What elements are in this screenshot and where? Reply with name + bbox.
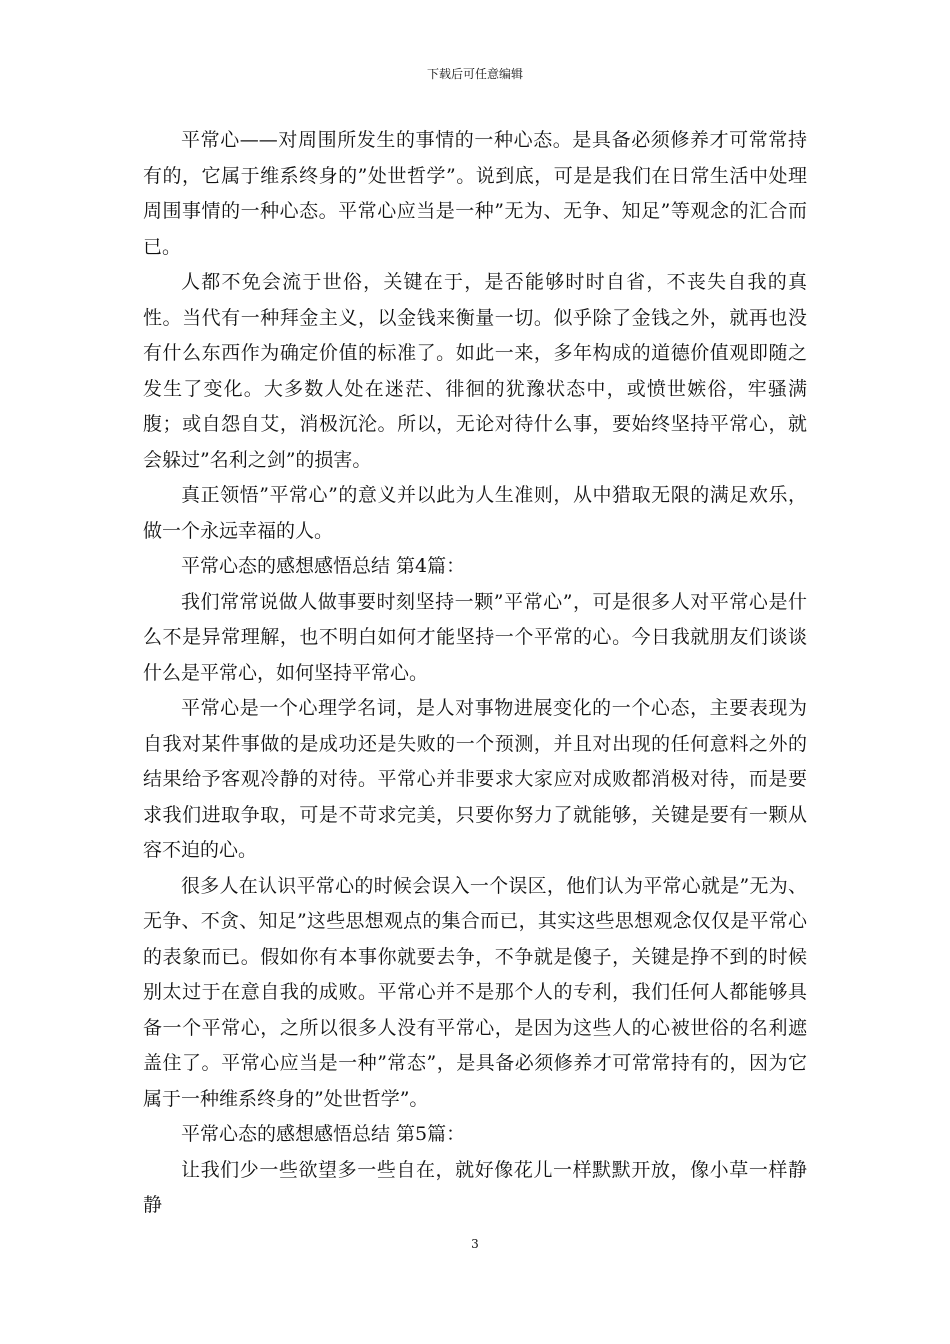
page-header: 下载后可任意编辑: [426, 67, 523, 81]
section-heading: 平常心态的感想感悟总结 第5篇：: [181, 1123, 466, 1145]
paragraph: 很多人在认识平常心的时候会误入一个误区，他们认为平常心就是”无为、无争、不贪、知足”这些思想观点的集合而已，其实这些思想观念仅仅是平常心的表象而已。假如你有本事你就要去争，不争就是傻子，关键是挣不到的时候别太过于在意自我的成败。平常心并不是那个人的专利，我们任何人都能够具备一个平常心，之所以很多人没有平常心，是因为这些人的心被世俗的名利遮盖住了。平常心应当是一种”常态”，是具备必须修养才可常常持有的，因为它属于一种维系终身的”处世哲学”。: [143, 874, 807, 1110]
paragraph: 平常心是一个心理学名词，是人对事物进展变化的一个心态，主要表现为自我对某件事做的是成功还是失败的一个预测，并且对出现的任何意料之外的结果给予客观冷静的对待。平常心并非要求大家应对成败都消极对待，而是要求我们进取争取，可是不苛求完美，只要你努力了就能够，关键是要有一颗从容不迫的心。: [143, 697, 807, 861]
paragraph: 我们常常说做人做事要时刻坚持一颗”平常心”，可是很多人对平常心是什么不是异常理解，也不明白如何才能坚持一个平常的心。今日我就朋友们谈谈什么是平常心，如何坚持平常心。: [143, 590, 807, 684]
page-number: 3: [471, 1237, 479, 1251]
section-heading: 平常心态的感想感悟总结 第4篇：: [181, 555, 466, 577]
paragraph: 人都不免会流于世俗，关键在于，是否能够时时自省，不丧失自我的真性。当代有一种拜金主义，以金钱来衡量一切。似乎除了金钱之外，就再也没有什么东西作为确定价值的标准了。如此一来，多年构成的道德价值观即随之发生了变化。大多数人处在迷茫、徘徊的犹豫状态中，或愤世嫉俗，牢骚满腹；或自怨自艾，消极沉沦。所以，无论对待什么事，要始终坚持平常心，就会躲过”名利之剑”的损害。: [143, 271, 807, 471]
document-body: [143, 123, 807, 1224]
paragraph: 真正领悟”平常心”的意义并以此为人生准则，从中猎取无限的满足欢乐，做一个永远幸福的人。: [143, 484, 807, 542]
paragraph: 让我们少一些欲望多一些自在，就好像花儿一样默默开放，像小草一样静静: [143, 1158, 807, 1216]
paragraph: 平常心——对周围所发生的事情的一种心态。是具备必须修养才可常常持有的，它属于维系终身的”处世哲学”。说到底，可是是我们在日常生活中处理周围事情的一种心态。平常心应当是一种”无为、无争、知足”等观念的汇合而已。: [143, 129, 807, 258]
